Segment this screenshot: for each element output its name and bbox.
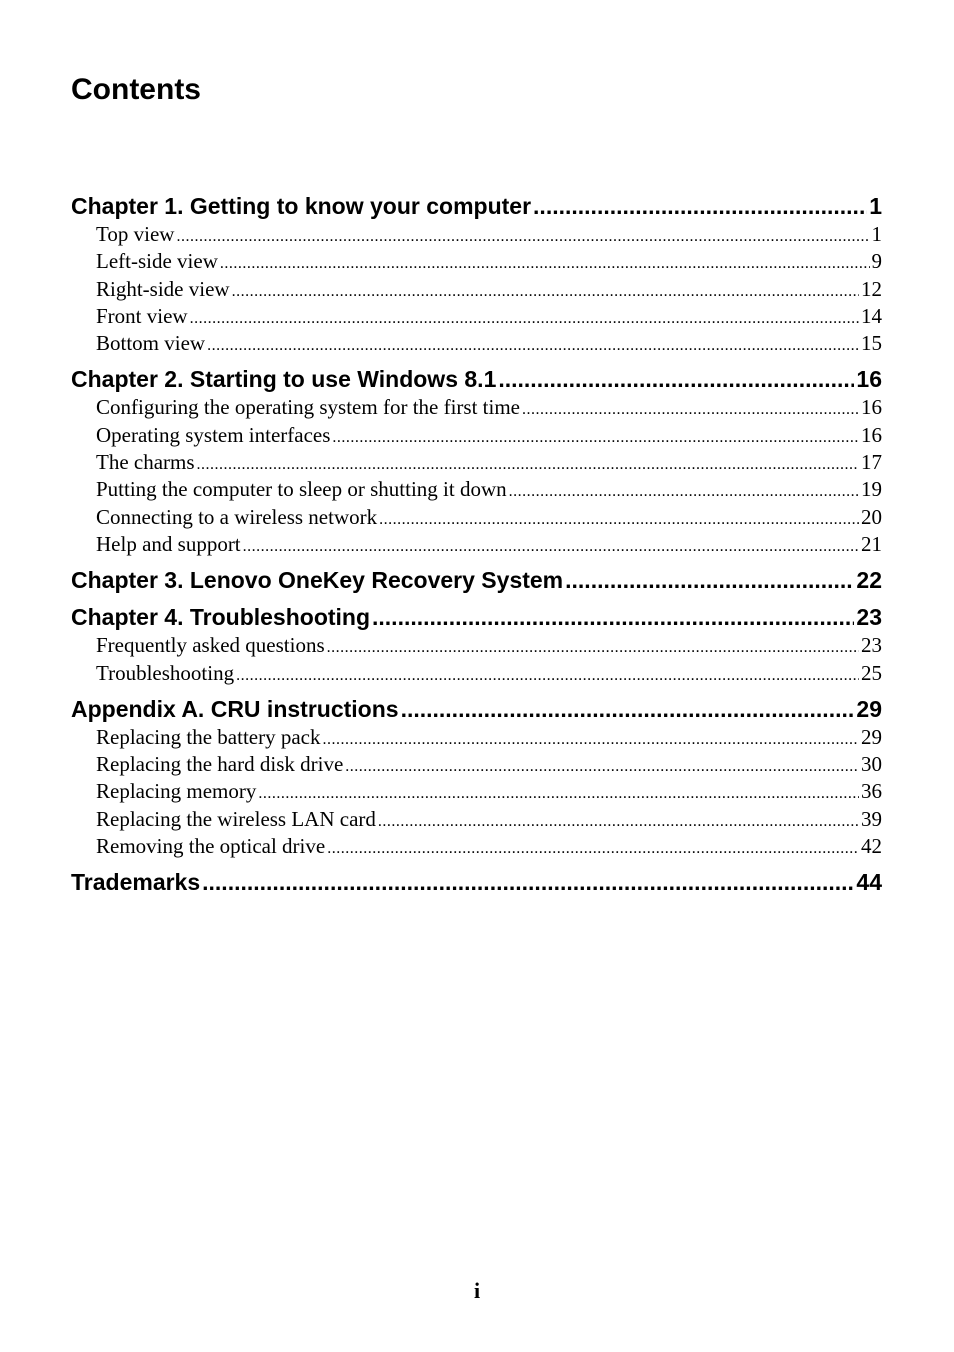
toc-section-entry[interactable] xyxy=(71,449,882,476)
toc-section-title: Frequently asked questions xyxy=(96,633,325,658)
dot-leader xyxy=(207,330,859,359)
toc-section-entry[interactable] xyxy=(71,276,882,303)
toc-section-entry[interactable] xyxy=(71,248,882,275)
dot-leader xyxy=(258,778,859,807)
toc-section-title: Right-side view xyxy=(96,276,230,301)
dot-leader xyxy=(190,303,859,332)
toc-section-page: 19 xyxy=(861,477,882,502)
dot-leader xyxy=(379,504,859,533)
dot-leader xyxy=(565,566,854,595)
toc-section-entry[interactable] xyxy=(71,303,882,330)
toc-chapter-title: Chapter 4. Troubleshooting xyxy=(71,604,371,631)
toc-section-title: Front view xyxy=(96,303,188,328)
toc-section-page: 20 xyxy=(861,504,882,529)
toc-chapter-page: 44 xyxy=(856,869,882,896)
toc-section-entry[interactable] xyxy=(71,778,882,805)
toc-section-entry[interactable] xyxy=(71,833,882,860)
toc-section-page: 14 xyxy=(861,303,882,328)
toc-section-title: Operating system interfaces xyxy=(96,422,331,447)
toc-section-entry[interactable] xyxy=(71,724,882,751)
toc-section-page: 29 xyxy=(861,724,882,749)
dot-leader xyxy=(323,724,860,753)
toc-chapter-entry[interactable] xyxy=(71,603,882,632)
toc-section-title: Replacing the wireless LAN card xyxy=(96,806,376,831)
toc-section-title: Help and support xyxy=(96,531,241,556)
toc-section-entry[interactable] xyxy=(71,751,882,778)
toc-section-page: 39 xyxy=(861,806,882,831)
toc-chapter xyxy=(71,603,882,687)
toc-chapter-entry[interactable] xyxy=(71,868,882,897)
toc-section-entry[interactable] xyxy=(71,221,882,248)
toc-section-title: Troubleshooting xyxy=(96,660,235,685)
toc-section-entry[interactable] xyxy=(71,531,882,558)
toc-section-entry[interactable] xyxy=(71,504,882,531)
dot-leader xyxy=(533,192,867,221)
toc-section-title: Replacing the hard disk drive xyxy=(96,752,344,777)
toc-chapter-title: Trademarks xyxy=(71,869,201,896)
toc-section-page: 36 xyxy=(861,779,882,804)
dot-leader xyxy=(236,660,859,689)
dot-leader xyxy=(345,751,859,780)
toc-section-title: Replacing the battery pack xyxy=(96,724,321,749)
toc-chapter xyxy=(71,192,882,357)
toc-section-entry[interactable] xyxy=(71,660,882,687)
table-of-contents xyxy=(71,192,882,905)
dot-leader xyxy=(378,806,859,835)
dot-leader xyxy=(332,422,859,451)
dot-leader xyxy=(197,449,859,478)
page-title: Contents xyxy=(71,73,201,106)
toc-section-page: 16 xyxy=(861,422,882,447)
toc-chapter xyxy=(71,695,882,860)
toc-chapter-page: 16 xyxy=(856,366,882,393)
toc-section-entry[interactable] xyxy=(71,632,882,659)
toc-chapter-page: 1 xyxy=(869,193,882,219)
toc-section-entry[interactable] xyxy=(71,330,882,357)
dot-leader xyxy=(232,276,859,305)
toc-chapter-title: Chapter 1. Getting to know your computer xyxy=(71,193,532,219)
toc-chapter-title: Chapter 3. Lenovo OneKey Recovery System xyxy=(71,567,564,594)
toc-chapter-entry[interactable] xyxy=(71,192,882,221)
toc-section-entry[interactable] xyxy=(71,422,882,449)
toc-chapter xyxy=(71,566,882,595)
dot-leader xyxy=(220,248,870,277)
toc-chapter-title: Appendix A. CRU instructions xyxy=(71,695,399,722)
toc-chapter-page: 22 xyxy=(856,567,882,594)
toc-section-page: 12 xyxy=(861,276,882,301)
dot-leader xyxy=(202,868,854,897)
toc-section-title: Replacing memory xyxy=(96,779,257,804)
toc-section-page: 42 xyxy=(861,834,882,859)
toc-section-entry[interactable] xyxy=(71,394,882,421)
toc-section-page: 17 xyxy=(861,450,882,475)
toc-chapter-entry[interactable] xyxy=(71,695,882,724)
dot-leader xyxy=(243,531,859,560)
toc-section-page: 9 xyxy=(871,249,882,274)
toc-chapter-entry[interactable] xyxy=(71,365,882,394)
dot-leader xyxy=(327,632,859,661)
toc-section-title: Bottom view xyxy=(96,331,206,356)
toc-section-entry[interactable] xyxy=(71,476,882,503)
toc-section-page: 16 xyxy=(861,395,882,420)
toc-section-page: 21 xyxy=(861,531,882,556)
dot-leader xyxy=(522,394,859,423)
toc-chapter-entry[interactable] xyxy=(71,566,882,595)
toc-section-entry[interactable] xyxy=(71,806,882,833)
toc-section-title: Removing the optical drive xyxy=(96,834,326,859)
toc-section-page: 1 xyxy=(871,222,882,246)
page-number: i xyxy=(473,1278,481,1303)
dot-leader xyxy=(401,695,855,724)
toc-section-title: Configuring the operating system for the first time xyxy=(96,395,520,420)
toc-section-title: The charms xyxy=(96,450,195,475)
dot-leader xyxy=(327,833,859,862)
toc-chapter-page: 29 xyxy=(856,695,882,722)
toc-section-page: 30 xyxy=(861,752,882,777)
dot-leader xyxy=(372,603,854,632)
toc-section-title: Connecting to a wireless network xyxy=(96,504,378,529)
dot-leader xyxy=(509,476,859,505)
toc-chapter xyxy=(71,365,882,558)
toc-section-page: 25 xyxy=(861,660,882,685)
toc-section-title: Putting the computer to sleep or shutting it down xyxy=(96,477,507,502)
toc-section-title: Top view xyxy=(96,222,175,246)
toc-section-page: 15 xyxy=(861,331,882,356)
dot-leader xyxy=(498,365,854,394)
toc-chapter xyxy=(71,868,882,897)
toc-chapter-page: 23 xyxy=(856,604,882,631)
toc-chapter-title: Chapter 2. Starting to use Windows 8.1 xyxy=(71,366,497,393)
toc-section-page: 23 xyxy=(861,633,882,658)
dot-leader xyxy=(176,221,869,250)
toc-section-title: Left-side view xyxy=(96,249,218,274)
